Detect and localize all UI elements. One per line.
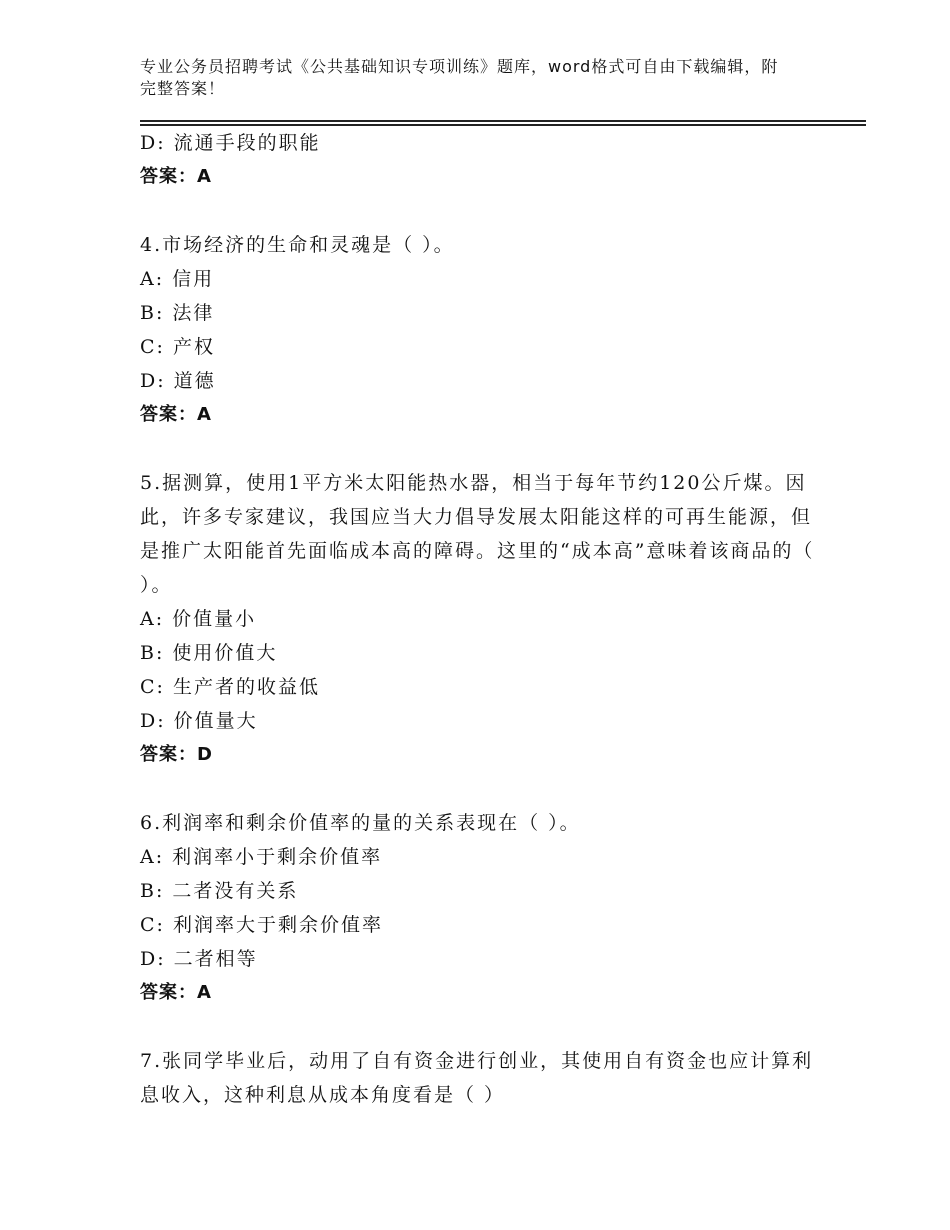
answer: 答案：A: [140, 982, 212, 1003]
option-d: D: 道德: [140, 370, 216, 392]
question-3: [140, 126, 830, 194]
option-a: A: 利润率小于剩余价值率: [140, 846, 383, 868]
question-stem: 4.市场经济的生命和灵魂是（ ）。: [140, 234, 455, 256]
option-b: B: 二者没有关系: [140, 880, 299, 902]
answer: 答案：A: [140, 404, 212, 425]
option-d: D: 价值量大: [140, 710, 258, 732]
page-header: 专业公务员招聘考试《公共基础知识专项训练》题库，word格式可自由下载编辑，附完整答案！: [140, 57, 779, 98]
option-a: A: 信用: [140, 268, 215, 290]
question-7: [140, 1044, 830, 1112]
option-b: B: 使用价值大: [140, 642, 278, 664]
option-c: C: 产权: [140, 336, 215, 358]
header-rule-thin: [140, 120, 866, 122]
option-a: A: 价值量小: [140, 608, 257, 630]
question-4: [140, 228, 830, 432]
question-stem: 6.利润率和剩余价值率的量的关系表现在（ ）。: [140, 812, 581, 834]
question-list: [140, 126, 830, 1112]
answer: 答案：D: [140, 744, 213, 765]
option-d: D: 二者相等: [140, 948, 258, 970]
spacer: [140, 194, 830, 228]
question-6: [140, 806, 830, 1010]
option-c: C: 生产者的收益低: [140, 676, 320, 698]
spacer: [140, 432, 830, 466]
question-stem: 7.张同学毕业后，动用了自有资金进行创业，其使用自有资金也应计算利息收入，这种利息从成本角度看是（ ）: [140, 1050, 814, 1106]
question-5: [140, 466, 830, 772]
option-d: D: 流通手段的职能: [140, 132, 321, 154]
option-b: B: 法律: [140, 302, 215, 324]
option-c: C: 利润率大于剩余价值率: [140, 914, 383, 936]
question-stem: 5.据测算，使用1平方米太阳能热水器，相当于每年节约120公斤煤。因此，许多专家建议，我国应当大力倡导发展太阳能这样的可再生能源，但是推广太阳能首先面临成本高的障碍。这里的“成本高”意味着该商品的（ ）。: [140, 472, 815, 596]
answer: 答案：A: [140, 166, 212, 187]
spacer: [140, 772, 830, 806]
spacer: [140, 1010, 830, 1044]
